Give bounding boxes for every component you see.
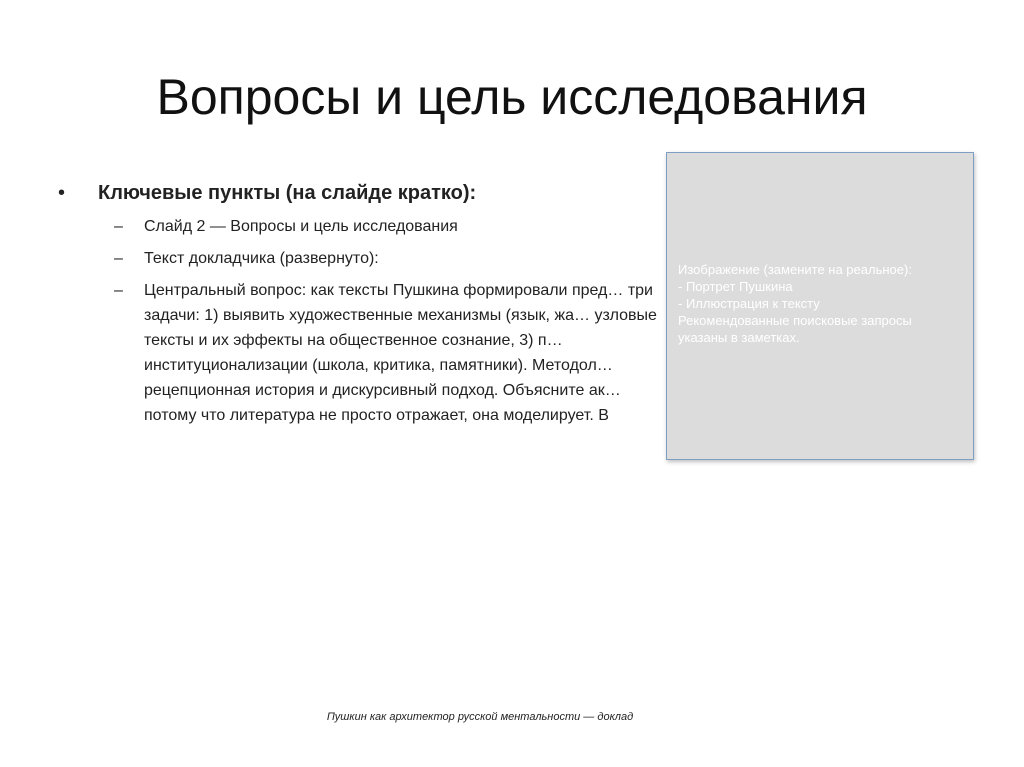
placeholder-line: Изображение (замените на реальное): xyxy=(678,262,912,277)
dash-mark: – xyxy=(114,250,123,267)
image-placeholder xyxy=(666,152,974,460)
placeholder-line: - Иллюстрация к тексту xyxy=(678,296,820,311)
placeholder-line: Рекомендованные поисковые запросы xyxy=(678,313,912,328)
dash-mark: – xyxy=(114,218,123,235)
sub-item-central-question xyxy=(58,278,664,428)
dash-mark: – xyxy=(114,282,123,299)
placeholder-line: - Портрет Пушкина xyxy=(678,279,793,294)
sub-item-text: Центральный вопрос: как тексты Пушкина формировали пред… три задачи: 1) выявить художественные механизмы (язык, жа… узловые тексты и их эффекты на общественное сознание, 3) п… институционализации (школа, критика, памятники). Методол… рецепционная история и дискурсивный подход. Объясните ак… потому что литература не просто отражает, она моделирует. В xyxy=(144,282,657,424)
placeholder-line: указаны в заметках. xyxy=(678,330,800,345)
slide-title: Вопросы и цель исследования xyxy=(156,69,868,125)
key-points-label: Ключевые пункты (на слайде кратко): xyxy=(98,182,477,204)
slide-footer: Пушкин как архитектор русской ментальности — доклад xyxy=(326,711,634,723)
sub-item-text: Слайд 2 — Вопросы и цель исследования xyxy=(144,218,458,235)
sub-item-text: Текст докладчика (развернуто): xyxy=(144,250,379,267)
bullet-mark: • xyxy=(58,182,66,204)
